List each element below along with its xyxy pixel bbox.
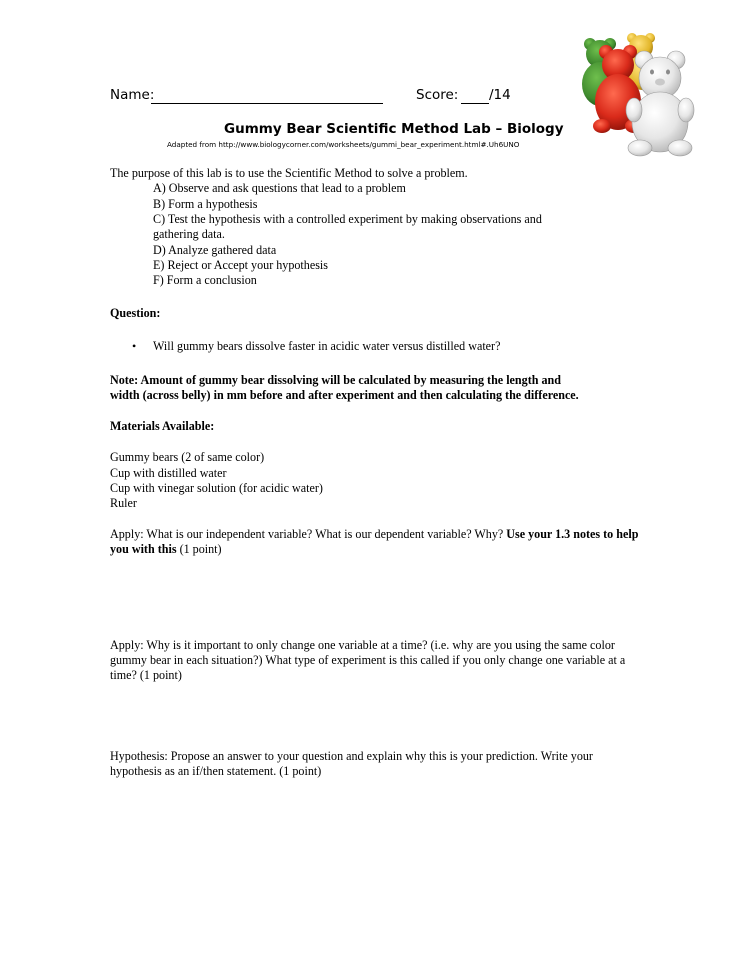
hypothesis-prompt: Hypothesis: Propose an answer to your question and explain why this is your prediction. Write your hypothesis as an if/then statement. (1 point) <box>110 749 593 779</box>
note-line-1: Note: Amount of gummy bear dissolving will be calculated by measuring the length and <box>110 373 561 387</box>
apply-question-1 <box>110 527 650 557</box>
source-credit: Adapted from http://www.biologycorner.com/worksheets/gummi_bear_experiment.html#.Uh6UNO <box>167 140 520 149</box>
step-b: B) Form a hypothesis <box>153 197 258 211</box>
apply-1-text: Apply: What is our independent variable? What is our dependent variable? Why? <box>110 527 507 541</box>
intro-text: The purpose of this lab is to use the Scientific Method to solve a problem. <box>110 166 468 180</box>
step-e: E) Reject or Accept your hypothesis <box>153 258 328 272</box>
bullet-icon: • <box>132 339 137 353</box>
gummy-bears-image <box>572 30 722 158</box>
materials-heading: Materials Available: <box>110 419 215 433</box>
step-c-cont: gathering data. <box>153 227 225 241</box>
apply-1-points: (1 point) <box>176 542 222 557</box>
material-item: Cup with distilled water <box>110 466 227 480</box>
apply-question-2: Apply: Why is it important to only change one variable at a time? (i.e. why are you using the same color gummy bear in each situation?) What type of experiment is this called if you only change one variable at a time? (1 point) <box>110 638 626 683</box>
material-item: Gummy bears (2 of same color) <box>110 450 265 464</box>
step-d: D) Analyze gathered data <box>153 243 277 257</box>
question-heading: Question: <box>110 306 161 320</box>
step-a: A) Observe and ask questions that lead to a problem <box>153 181 406 195</box>
step-c: C) Test the hypothesis with a controlled experiment by making observations and <box>153 212 542 226</box>
score-field[interactable] <box>461 103 489 104</box>
name-field[interactable] <box>151 103 383 104</box>
note-line-2: width (across belly) in mm before and after experiment and then calculating the difference. <box>110 388 579 402</box>
page-title: Gummy Bear Scientific Method Lab – Biology <box>224 121 564 137</box>
material-item: Ruler <box>110 496 137 510</box>
apply-1-bold: Use your 1.3 notes to help you with this <box>110 527 639 557</box>
material-item: Cup with vinegar solution (for acidic water) <box>110 481 323 495</box>
score-total: /14 <box>489 87 511 103</box>
name-label: Name: <box>110 87 155 103</box>
step-f: F) Form a conclusion <box>153 273 257 287</box>
question-text: Will gummy bears dissolve faster in acidic water versus distilled water? <box>153 339 501 353</box>
gummy-bears-illustration <box>572 30 722 158</box>
score-label: Score: <box>416 87 459 103</box>
